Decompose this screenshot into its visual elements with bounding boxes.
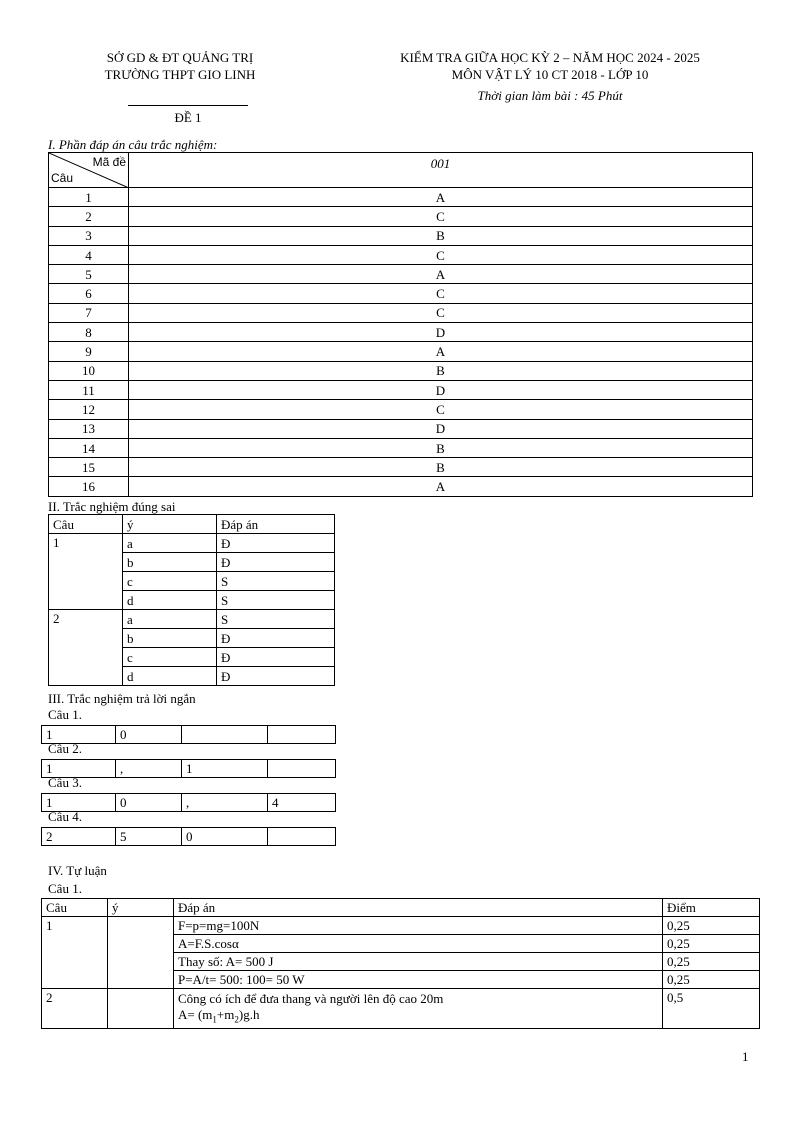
exam-title: KIỂM TRA GIỮA HỌC KỲ 2 – NĂM HỌC 2024 - 2025 xyxy=(400,50,700,65)
short-answer-label: Câu 1. xyxy=(48,707,82,722)
diagonal-header-cell xyxy=(49,153,129,188)
tf-item-letter: a xyxy=(123,534,217,553)
tf-answer: Đ xyxy=(217,648,335,667)
table-row xyxy=(49,188,753,207)
essay-q1-item xyxy=(108,917,174,989)
essay-q2-number: 2 xyxy=(42,989,108,1029)
tf-body xyxy=(49,534,335,686)
essay-points: 0,25 xyxy=(663,971,760,989)
school-name: TRƯỜNG THPT GIO LINH xyxy=(104,67,256,82)
subject-line: MÔN VẬT LÝ 10 CT 2018 - LỚP 10 xyxy=(451,67,649,82)
tf-item-letter: d xyxy=(123,667,217,686)
tf-question-number: 1 xyxy=(49,534,123,610)
answer-letter: D xyxy=(129,323,753,342)
essay-row-q2 xyxy=(42,989,760,1029)
essay-col-points: Điểm xyxy=(663,899,760,917)
answer-digit-cell: 1 xyxy=(42,760,116,778)
answer-letter: A xyxy=(129,265,753,284)
answer-letter: C xyxy=(129,245,753,264)
table-row xyxy=(49,534,335,553)
answer-digit-cell: , xyxy=(116,760,182,778)
answer-digit-cell: 1 xyxy=(182,760,268,778)
answer-digit-cell: 1 xyxy=(42,726,116,744)
answer-letter: A xyxy=(129,342,753,361)
answer-digit-cell: 2 xyxy=(42,828,116,846)
question-number: 14 xyxy=(49,438,129,457)
essay-col-answer: Đáp án xyxy=(174,899,663,917)
answer-letter: B xyxy=(129,438,753,457)
question-number: 1 xyxy=(49,188,129,207)
question-number: 5 xyxy=(49,265,129,284)
table-row xyxy=(49,380,753,399)
tf-answer: Đ xyxy=(217,629,335,648)
table-row xyxy=(49,610,335,629)
exam-code-value: 001 xyxy=(129,153,753,188)
table-row xyxy=(49,361,753,380)
table-row xyxy=(49,323,753,342)
tf-item-letter: b xyxy=(123,553,217,572)
essay-q1-number: 1 xyxy=(42,917,108,989)
part4-heading: IV. Tự luận xyxy=(48,863,107,878)
table-row xyxy=(49,458,753,477)
answer-letter: A xyxy=(129,477,753,496)
tf-answer: Đ xyxy=(217,667,335,686)
essay-table xyxy=(41,898,760,1029)
answer-digit-cell xyxy=(268,828,336,846)
table-row xyxy=(49,438,753,457)
short-answer-row xyxy=(42,794,336,812)
question-number: 6 xyxy=(49,284,129,303)
short-answer-grid xyxy=(41,793,336,812)
essay-answer-step: F=p=mg=100N xyxy=(174,917,663,935)
short-answer-row xyxy=(42,726,336,744)
essay-q2-line2 xyxy=(178,1007,662,1028)
short-answer-grid xyxy=(41,827,336,846)
formula-sub1: 1 xyxy=(212,1014,217,1025)
essay-header-row xyxy=(42,899,760,917)
essay-q2-line1: Công có ích để đưa thang và người lên độ cao 20m xyxy=(178,991,444,1006)
table-row xyxy=(49,284,753,303)
essay-answer-step: P=A/t= 500: 100= 50 W xyxy=(174,971,663,989)
answer-digit-cell xyxy=(268,760,336,778)
answer-letter: B xyxy=(129,226,753,245)
essay-points: 0,25 xyxy=(663,953,760,971)
short-answer-label: Câu 2. xyxy=(48,741,82,756)
answer-digit-cell: 5 xyxy=(116,828,182,846)
question-number: 15 xyxy=(49,458,129,477)
answer-letter: D xyxy=(129,419,753,438)
question-number: 11 xyxy=(49,380,129,399)
mcq-body xyxy=(49,188,753,497)
tf-answer: S xyxy=(217,572,335,591)
essay-answer-step: Thay số: A= 500 J xyxy=(174,953,663,971)
answer-digit-cell: 4 xyxy=(268,794,336,812)
essay-body xyxy=(42,917,760,989)
answer-digit-cell: 0 xyxy=(116,794,182,812)
tf-col-question: Câu xyxy=(49,515,123,534)
tf-item-letter: c xyxy=(123,648,217,667)
duration-line: Thời gian làm bài : 45 Phút xyxy=(477,88,623,103)
answer-letter: C xyxy=(129,207,753,226)
short-answer-grid xyxy=(41,725,336,744)
formula-suffix: )g.h xyxy=(238,1007,260,1022)
tf-item-letter: b xyxy=(123,629,217,648)
formula-prefix: A= (m xyxy=(178,1007,213,1022)
department-name: SỞ GD & ĐT QUẢNG TRỊ xyxy=(106,50,254,65)
essay-points: 0,25 xyxy=(663,935,760,953)
short-answer-label: Câu 3. xyxy=(48,775,82,790)
table-row xyxy=(49,226,753,245)
question-number: 10 xyxy=(49,361,129,380)
question-number: 12 xyxy=(49,400,129,419)
essay-q2-answer xyxy=(174,989,663,1029)
formula-sub2: 2 xyxy=(234,1014,239,1025)
exam-code-label: ĐỀ 1 xyxy=(174,110,202,125)
answer-letter: B xyxy=(129,361,753,380)
answer-letter: C xyxy=(129,284,753,303)
tf-col-answer: Đáp án xyxy=(217,515,335,534)
table-row xyxy=(49,303,753,322)
tf-answer: Đ xyxy=(217,553,335,572)
answer-letter: D xyxy=(129,380,753,399)
tf-col-item: ý xyxy=(123,515,217,534)
question-number: 3 xyxy=(49,226,129,245)
tf-item-letter: d xyxy=(123,591,217,610)
mcq-answer-table xyxy=(48,152,753,497)
part4-subheading: Câu 1. xyxy=(48,881,82,896)
part3-heading: III. Trắc nghiệm trả lời ngắn xyxy=(48,691,196,706)
answer-digit-cell: , xyxy=(182,794,268,812)
essay-col-item: ý xyxy=(108,899,174,917)
tf-question-number: 2 xyxy=(49,610,123,686)
question-number: 4 xyxy=(49,245,129,264)
short-answer-grid xyxy=(41,759,336,778)
answer-letter: A xyxy=(129,188,753,207)
answer-digit-cell: 0 xyxy=(182,828,268,846)
table-row xyxy=(49,419,753,438)
table-row xyxy=(49,265,753,284)
question-number: 7 xyxy=(49,303,129,322)
short-answer-row xyxy=(42,760,336,778)
essay-points: 0,25 xyxy=(663,917,760,935)
table-row xyxy=(49,245,753,264)
table-row xyxy=(42,917,760,935)
question-number: 2 xyxy=(49,207,129,226)
tf-answer: Đ xyxy=(217,534,335,553)
mcq-header-row xyxy=(49,153,753,188)
part1-heading: I. Phần đáp án câu trắc nghiệm: xyxy=(48,137,218,152)
answer-digit-cell: 0 xyxy=(116,726,182,744)
answer-digit-cell xyxy=(182,726,268,744)
part2-heading: II. Trắc nghiệm đúng sai xyxy=(48,499,176,514)
answer-digit-cell xyxy=(268,726,336,744)
page-number: 1 xyxy=(742,1049,749,1064)
question-number: 8 xyxy=(49,323,129,342)
essay-q2-points: 0,5 xyxy=(663,989,760,1029)
question-number: 9 xyxy=(49,342,129,361)
tf-header-row xyxy=(49,515,335,534)
tf-answer: S xyxy=(217,591,335,610)
answer-letter: C xyxy=(129,400,753,419)
short-answer-label: Câu 4. xyxy=(48,809,82,824)
essay-col-question: Câu xyxy=(42,899,108,917)
true-false-table xyxy=(48,514,335,686)
table-row xyxy=(49,477,753,496)
answer-letter: C xyxy=(129,303,753,322)
answer-digit-cell: 1 xyxy=(42,794,116,812)
tf-item-letter: c xyxy=(123,572,217,591)
table-row xyxy=(49,400,753,419)
essay-q2-item xyxy=(108,989,174,1029)
question-number: 16 xyxy=(49,477,129,496)
table-row xyxy=(49,342,753,361)
header-question-label: Câu xyxy=(51,171,74,185)
tf-answer: S xyxy=(217,610,335,629)
header-divider xyxy=(128,105,248,106)
table-row xyxy=(49,207,753,226)
essay-answer-step: A=F.S.cosα xyxy=(174,935,663,953)
formula-mid: +m xyxy=(216,1007,235,1022)
answer-letter: B xyxy=(129,458,753,477)
short-answer-row xyxy=(42,828,336,846)
header-code-label: Mã đề xyxy=(92,155,126,169)
question-number: 13 xyxy=(49,419,129,438)
tf-item-letter: a xyxy=(123,610,217,629)
